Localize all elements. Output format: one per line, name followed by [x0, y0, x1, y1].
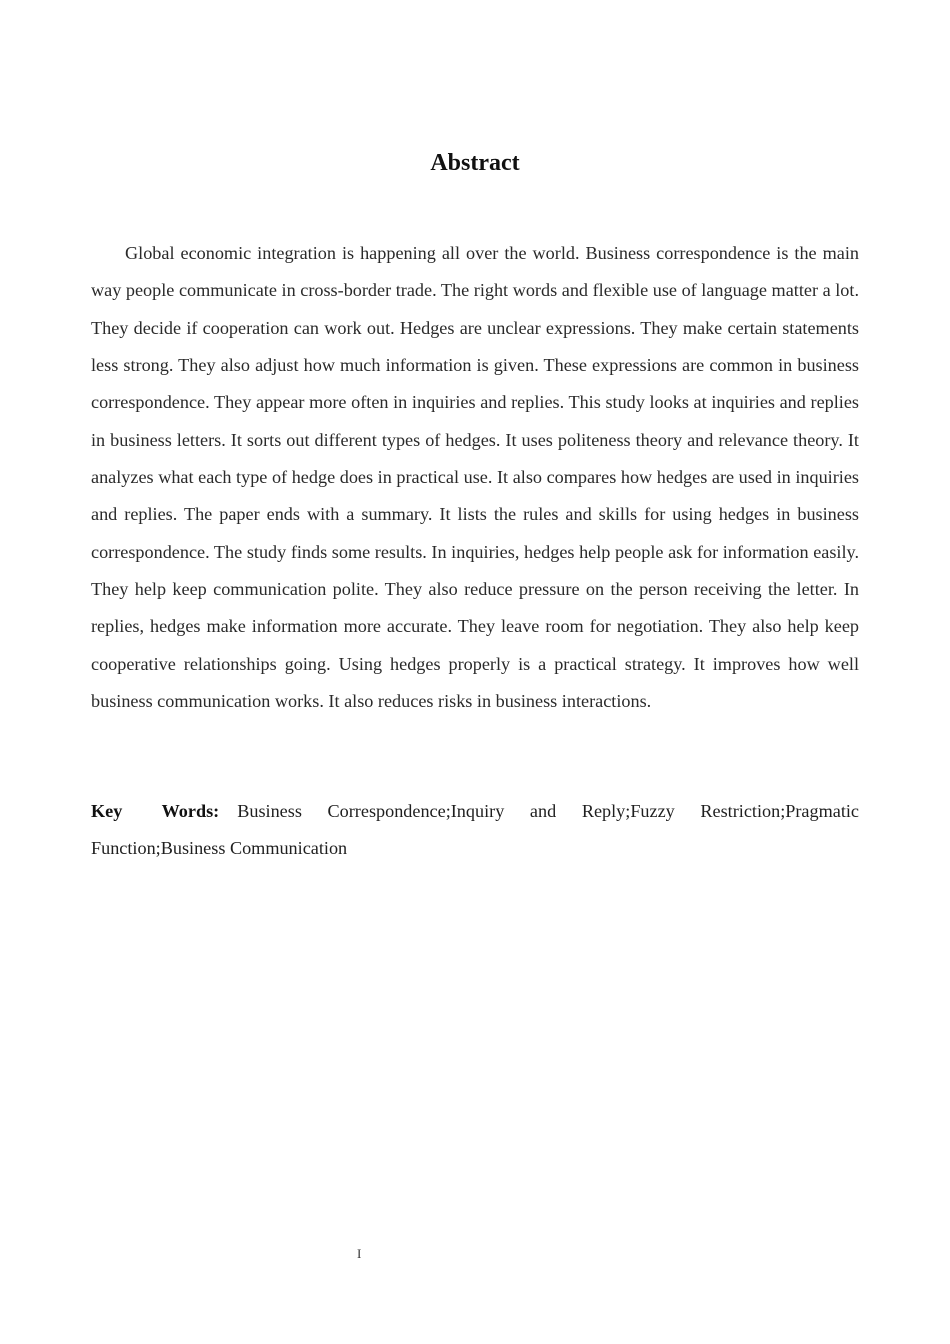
page-title: Abstract	[430, 150, 520, 176]
keywords-label: Key Words:	[91, 801, 220, 821]
keywords-list: Business Correspondence;Inquiry and Reply;Fuzzy Restriction;Pragmatic Function;Business Communication	[91, 801, 859, 859]
abstract-paragraph: Global economic integration is happening all over the world. Business correspondence is the main way people communicate in cross-border trade. The right words and flexible use of language matter a lot. They decide if cooperation can work out. Hedges are unclear expressions. They make certain statements less strong. They also adjust how much information is given. These expressions are common in business correspondence. They appear more often in inquiries and replies. This study looks at inquiries and replies in business letters. It sorts out different types of hedges. It uses politeness theory and relevance theory. It analyzes what each type of hedge does in practical use. It also compares how hedges are used in inquiries and replies. The paper ends with a summary. It lists the rules and skills for using hedges in business correspondence. The study finds some results. In inquiries, hedges help people ask for information easily. They help keep communication polite. They also reduce pressure on the person receiving the letter. In replies, hedges make information more accurate. They leave room for negotiation. They also help keep cooperative relationships going. Using hedges properly is a practical strategy. It improves how well business communication works. It also reduces risks in business interactions.	[91, 243, 859, 712]
keywords-line	[91, 793, 859, 868]
page-number: I	[357, 1246, 362, 1261]
